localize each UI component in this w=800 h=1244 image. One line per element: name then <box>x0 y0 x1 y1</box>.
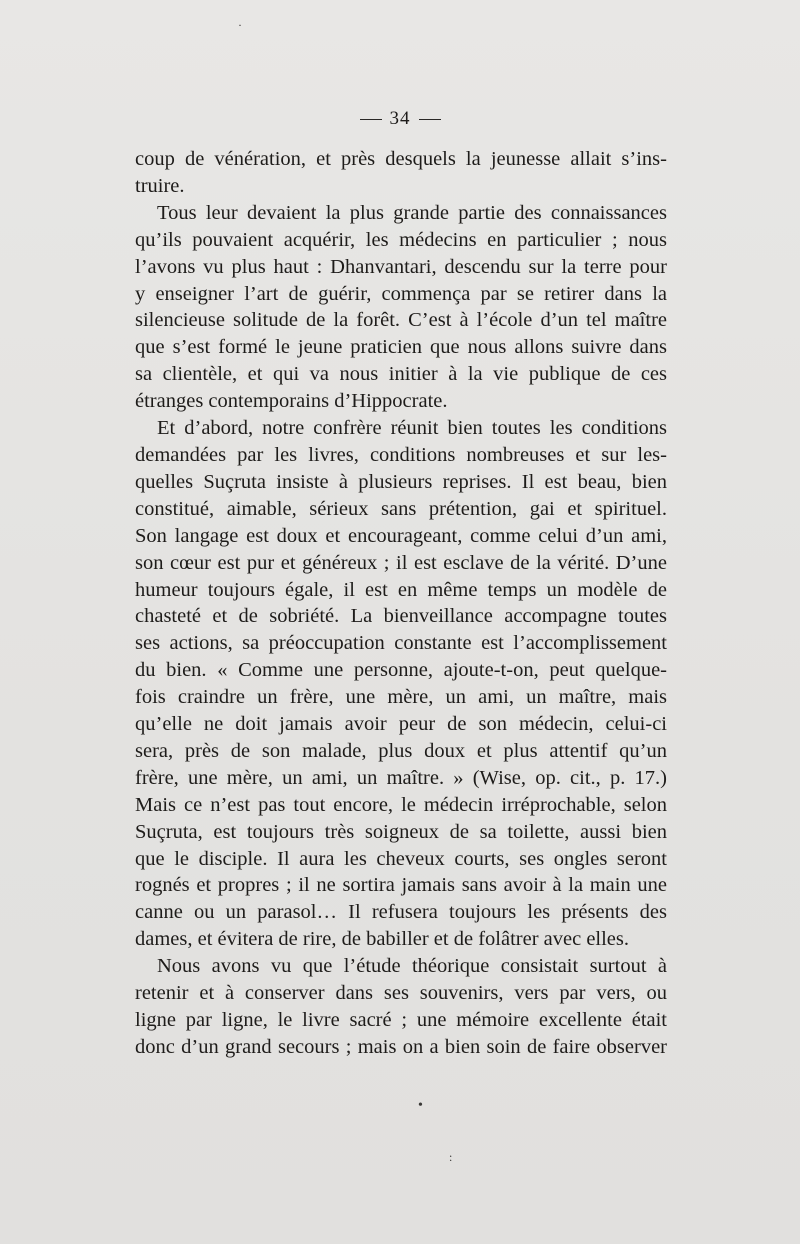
text-line: du bien. « Comme une personne, ajoute-t-on, peut quelque- <box>135 659 667 682</box>
text-line: que le disciple. Il aura les cheveux courts, ses ongles seront <box>135 847 667 870</box>
text-line: Et d’abord, notre confrère réunit bien toutes les conditions <box>157 417 667 440</box>
print-speck: · <box>238 18 242 32</box>
text-line: dames, et évitera de rire, de babiller et de folâtrer avec elles. <box>135 928 630 951</box>
text-line: que s’est formé le jeune praticien que nous allons suivre dans <box>135 336 667 359</box>
text-line: donc d’un grand secours ; mais on a bien soin de faire observer <box>135 1035 667 1058</box>
text-line: frère, une mère, un ami, un maître. » (Wise, op. cit., p. 17.) <box>135 766 667 789</box>
page-number-dash-left <box>360 119 382 120</box>
text-line: qu’ils pouvaient acquérir, les médecins en particulier ; nous <box>135 228 667 251</box>
text-line: son cœur est pur et généreux ; il est esclave de la vérité. D’une <box>135 551 667 574</box>
page-number-dash-right <box>419 119 441 120</box>
text-line: silencieuse solitude de la forêt. C’est à l’école d’un tel maître <box>135 309 667 332</box>
body-text <box>135 146 667 1061</box>
text-line: rognés et propres ; il ne sortira jamais sans avoir à la main une <box>135 874 667 897</box>
text-line: quelles Suçruta insiste à plusieurs reprises. Il est beau, bien <box>135 470 667 493</box>
text-line: coup de vénération, et près desquels la jeunesse allait s’ins- <box>135 148 667 170</box>
text-line: y enseigner l’art de guérir, commença par se retirer dans la <box>135 282 667 305</box>
text-line: sa clientèle, et qui va nous initier à la vie publique de ces <box>135 363 667 386</box>
paragraph <box>135 415 667 953</box>
text-line: canne ou un parasol… Il refusera toujours les présents des <box>135 901 667 924</box>
text-line: retenir et à conserver dans ses souvenirs, vers par vers, ou <box>135 982 667 1005</box>
paragraph <box>135 953 667 1061</box>
text-line: ligne par ligne, le livre sacré ; une mémoire excellente était <box>135 1009 667 1031</box>
text-line: l’avons vu plus haut : Dhanvantari, descendu sur la terre pour <box>135 255 667 278</box>
print-ornament-mark: • <box>418 1098 423 1113</box>
text-line: étranges contemporains d’Hippocrate. <box>135 390 448 413</box>
text-line: Suçruta, est toujours très soigneux de sa toilette, aussi bien <box>135 820 667 843</box>
text-line: ses actions, sa préoccupation constante est l’accomplissement <box>135 632 667 655</box>
text-line: chasteté et de sobriété. La bienveillance accompagne toutes <box>135 605 667 628</box>
text-line: qu’elle ne doit jamais avoir peur de son médecin, celui-ci <box>135 713 667 736</box>
text-line: truire. <box>135 174 185 197</box>
text-line: Mais ce n’est pas tout encore, le médecin irréprochable, selon <box>135 793 667 816</box>
paragraph <box>135 200 667 415</box>
page-number <box>0 108 800 130</box>
text-line: humeur toujours égale, il est en même temps un modèle de <box>135 578 667 601</box>
text-line: constitué, aimable, sérieux sans prétention, gai et spirituel. <box>135 497 667 520</box>
text-line: sera, près de son malade, plus doux et plus attentif qu’un <box>135 739 667 762</box>
paragraph <box>135 146 667 200</box>
print-speck: : <box>449 1150 453 1164</box>
text-line: fois craindre un frère, une mère, un ami, un maître, mais <box>135 686 667 709</box>
page-number-value: 34 <box>389 108 411 129</box>
text-line: Nous avons vu que l’étude théorique consistait surtout à <box>157 955 667 978</box>
text-line: demandées par les livres, conditions nombreuses et sur les- <box>135 443 667 466</box>
text-line: Tous leur devaient la plus grande partie des connaissances <box>157 201 667 224</box>
text-line: Son langage est doux et encourageant, comme celui d’un ami, <box>135 524 667 547</box>
